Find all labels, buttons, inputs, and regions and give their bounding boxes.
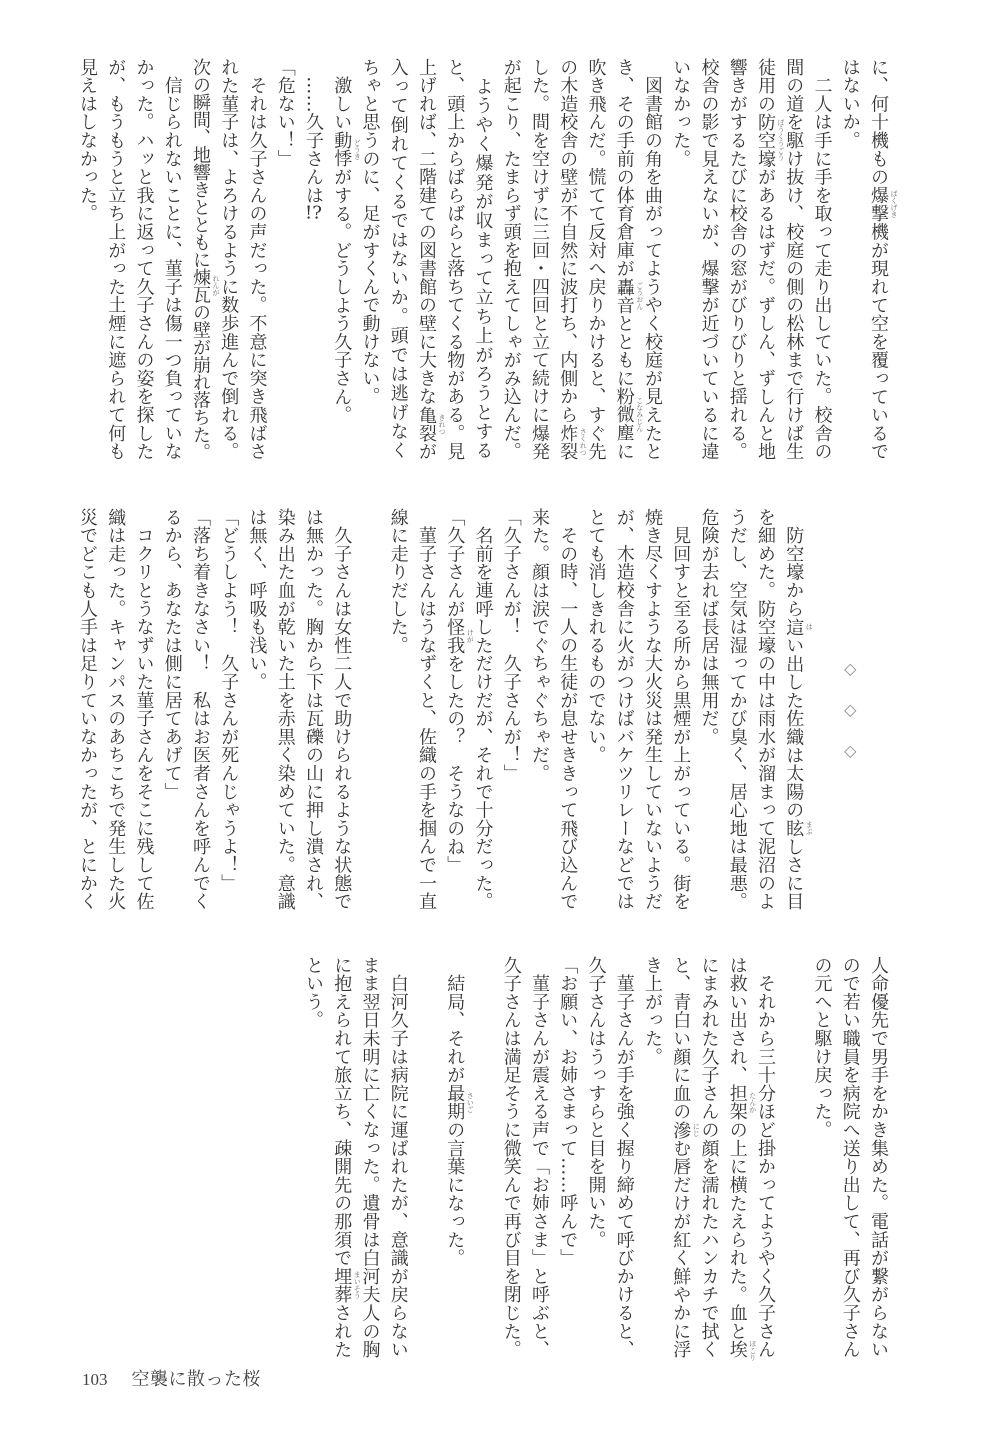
text-column: ちゃと思うのに、足がすくんで動けない。 [359, 58, 381, 406]
ruby-base: 埃 ほこり [726, 1340, 757, 1362]
text-column: 久子さんは女性二人で助けられるような状態で [331, 508, 353, 911]
text-column: 間の道を駆け抜け、校庭の側の松林まで行けば生 [783, 58, 805, 461]
ruby-base: 怪我 けが [444, 617, 475, 655]
ruby-base: 防空壕 ぼうくうごう [755, 112, 785, 168]
text-column: コクリとうなずいた菫子さんをそこに残して佐 [133, 508, 155, 911]
text-column: 防空壕から這 は い出した佐織は太陽の眩 まぶ しさに目 [783, 508, 814, 911]
ruby-base: 粉微塵 こなみじん [613, 387, 644, 443]
text-column: 「危ない！」 [274, 58, 296, 168]
text-column: 来た。顔は涙でぐちゃぐちゃだ。 [529, 508, 550, 783]
ruby-reading: さいご [466, 1091, 475, 1113]
blank-column [412, 956, 440, 1359]
ruby-base: 爆撃 ばくげき [868, 186, 898, 223]
ruby-reading: ほこり [748, 1340, 757, 1362]
ruby-base: 動悸 どうき [331, 131, 362, 168]
text-column: き上がった。 [642, 956, 663, 1066]
text-column: 白河久子は病院に運ばれたが、意識が戻らない [387, 956, 409, 1359]
ruby-reading: さくれつ [579, 428, 588, 457]
blank-column [779, 956, 807, 1359]
text-column: き、その手前の体育倉庫が轟音 ごうおん とともに粉微塵 こなみじん に [613, 58, 644, 461]
ruby-base: 煉瓦 れんが [190, 268, 220, 303]
text-column: は救い出され、担架 たんか の上に横たえられた。血と埃 ほこり [726, 956, 757, 1362]
text-column: それから三十分ほど掛かってようやく久子さん [755, 956, 776, 1359]
ruby-reading: にじ [692, 1122, 701, 1137]
text-column: まま翌日未明に亡くなった。遺骨は白河夫人の胸 [359, 956, 381, 1359]
ruby-reading: は [805, 623, 814, 631]
blank-column [864, 508, 892, 911]
text-column: 上げれば、二階建ての図書館の壁に大きな亀裂 きれつ が [416, 58, 446, 461]
text-column: 名前を連呼しただけだが、それで十分だった。 [472, 508, 494, 911]
text-column: それは久子さんの声だった。不意に突き飛ばさ [246, 58, 268, 461]
text-column: ……久子さんは!? [303, 58, 324, 223]
text-column: 菫子さんが震える声で「お姉さま」と呼ぶと、 [529, 956, 550, 1359]
text-column: 校舎の影で見えないが、爆撃が近づいているに違 [698, 58, 720, 461]
text-column: 図書館の角を曲がってようやく校庭が見えたと [642, 58, 663, 461]
text-column: かった。ハッと我に返って久子さんの姿を探した [133, 58, 155, 461]
text-column: とても消しきれるものでない。 [585, 508, 607, 765]
text-column: 危険が去れば長居は無用だ。 [698, 508, 720, 746]
text-column: 徒用の防空壕 ぼうくうごう があるはずだ。ずしん、ずしんと地 [755, 58, 785, 461]
text-column: るから、あなたは側に居てあげて」 [161, 508, 183, 801]
text-column: の元へと駆け戻った。 [811, 956, 833, 1139]
ruby-base: 這 は [783, 617, 814, 637]
ruby-reading: たんか [748, 1091, 757, 1113]
text-column: 線に走りだした。 [387, 508, 409, 655]
text-block-upper [73, 58, 898, 461]
ruby-reading: ごうおん [635, 281, 644, 310]
text-column: 菫子さんが手を強く握り締めて呼びかけると、 [613, 956, 635, 1359]
text-column: 久子さんは満足そうに微笑んで再び目を閉じた。 [500, 956, 522, 1359]
text-column: と、頭上からばらばらと落ちてくる物がある。見 [444, 58, 466, 461]
text-column: 菫子さんはうなずくと、佐織の手を掴んで一直 [416, 508, 437, 911]
text-column: 焼き尽くすような大火災は発生していないようだ [642, 508, 663, 911]
text-column: 「久子さんが！ 久子さんが！」 [500, 508, 522, 783]
text-column: と、青白い顔に血の滲 にじ む唇だけが紅く鮮やかに浮 [670, 956, 701, 1359]
text-column: 染み出た血が乾いた土を赤黒く染めていた。意識 [274, 508, 296, 911]
text-column: 「どうしよう！ 久子さんが死んじゃうよ！」 [218, 508, 240, 893]
ruby-base: 埋葬 まいそう [331, 1267, 362, 1304]
text-column: はないか。 [839, 58, 861, 150]
ruby-base: 最期 さいご [444, 1084, 475, 1121]
ruby-reading: ばくげき [890, 190, 898, 219]
blank-column [807, 508, 835, 911]
text-column: 結局、それが最期 さいご の言葉になった。 [444, 956, 475, 1268]
ruby-reading: けが [466, 629, 475, 644]
text-column: 次の瞬間、地響きとともに煉瓦 れんが の壁が崩れ落ちた。 [190, 58, 220, 461]
text-block-middle [73, 508, 892, 911]
text-column: が起こり、たまらず頭を抱えてしゃがみ込んだ。 [500, 58, 522, 461]
ruby-reading: れんが [212, 275, 220, 296]
text-column: にまみれた久子さんの顔を濡れたハンカチで拭く [698, 956, 720, 1359]
text-column: した。間を空けずに三回・四回と立て続けに爆発 [529, 58, 550, 461]
text-column: は無く、呼吸も浅い。 [246, 508, 268, 691]
text-column: を細めた。防空壕の中は雨水が溜まって泥沼のよ [755, 508, 776, 911]
text-column: 災でどこも人手は足りていなかったが、とにかく [77, 508, 98, 911]
text-column: が、もうもうと立ち上がった土煙に遮られて何も [105, 58, 127, 461]
text-column: 「お願い、お姉さまって……呼んで」 [557, 956, 579, 1268]
ruby-reading: こなみじん [635, 397, 644, 433]
text-column: ので若い職員を病院へ送り出して、再び久子さん [839, 956, 861, 1359]
page-number: 103 [82, 1370, 108, 1389]
text-column: 「久子さんが怪我 けが をしたの？ そうなのね」 [444, 508, 475, 875]
text-column: ようやく爆発が収まって立ち上がろうとする [472, 58, 494, 461]
text-column: の木造校舎の壁が不自然に波打ち、内側から炸裂 さくれつ [557, 58, 588, 461]
ruby-reading: どうき [353, 139, 362, 160]
text-column: 人命優先で男手をかき集めた。電話が繋がらない [868, 956, 889, 1359]
tate-chu-yoko: !? [305, 204, 322, 223]
text-column: その時、一人の生徒が息せききって飛び込んで [557, 508, 579, 911]
text-block-lower [299, 956, 892, 1362]
ruby-base: 滲 にじ [670, 1120, 701, 1140]
blank-column [355, 508, 383, 911]
text-column: うだし、空気は湿ってかび臭く、居心地は最悪。 [726, 508, 748, 911]
ruby-base: 担架 たんか [726, 1084, 757, 1121]
text-column: 二人は手に手を取って走り出していた。校舎の [811, 58, 833, 461]
ruby-base: 炸裂 さくれつ [557, 424, 588, 461]
text-column: に抱えられて旅立ち、疎開先の那須で埋葬 まいそう された [331, 956, 362, 1359]
text-column: 久子さんはうっすらと目を開いた。 [585, 956, 607, 1249]
text-column: 織は走った。キャンパスのあちこちで発生した火 [105, 508, 127, 911]
ruby-reading: きれつ [438, 413, 446, 435]
text-column: 「落ち着きなさい！ 私はお医者さんを呼んでく [190, 508, 211, 911]
page-footer [82, 1369, 261, 1391]
text-column: 響きがするたびに校舎の窓がびりびりと揺れる。 [726, 58, 748, 461]
text-column: 入って倒れてくるではないか。頭では逃げなく [387, 58, 409, 461]
ruby-base: 轟音 ごうおん [613, 277, 644, 315]
blank-column [468, 956, 496, 1359]
text-column: は無かった。胸から下は瓦礫の山に押し潰され、 [303, 508, 324, 911]
running-title: 空襲に散った桜 [131, 1369, 261, 1390]
text-column: という。 [303, 956, 324, 1030]
text-column: 信じられないことに、菫子は傷一つ負っていな [161, 58, 183, 461]
section-break: ◇◇◇ [840, 659, 860, 782]
ruby-base: 眩 まぶ [783, 819, 814, 838]
ruby-reading: まいそう [353, 1271, 362, 1300]
text-column: が、木造校舎に火がつけばバケツリレーなどでは [613, 508, 635, 911]
text-column: に、何十機もの爆撃 ばくげき 機が現れて空を覆っているで [868, 58, 898, 461]
ruby-base: 亀裂 きれつ [416, 405, 446, 443]
ruby-reading: まぶ [805, 821, 814, 836]
text-column: 見回すと至る所から黒煙が上がっている。街を [670, 508, 692, 911]
text-column: れた菫子は、よろけるように数歩進んで倒れる。 [218, 58, 240, 461]
ruby-reading: ぼうくうごう [777, 119, 785, 162]
text-column: 吹き飛んだ。慌てて反対へ戻りかけると、すぐ先 [585, 58, 607, 461]
text-column: 見えはしなかった。 [77, 58, 98, 223]
text-column: いなかった。 [670, 58, 692, 168]
text-column: 激しい動悸 どうき がする。どうしよう久子さん。 [331, 58, 362, 425]
